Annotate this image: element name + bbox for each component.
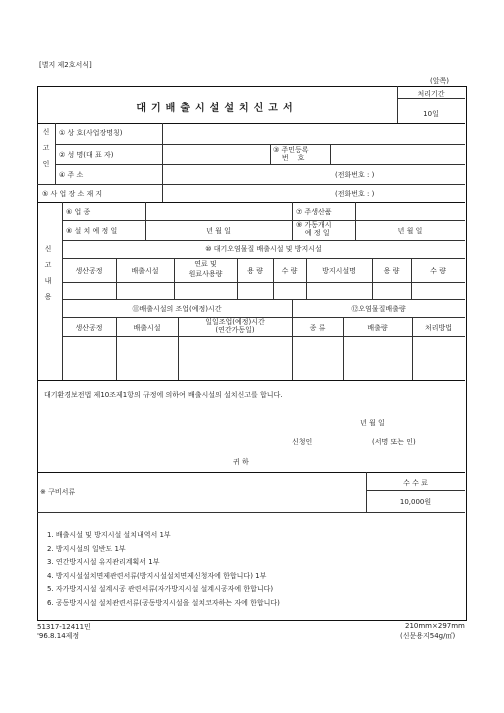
install-date-label: ⑧ 설 치 예 정 일 <box>66 227 118 235</box>
operation-col-facility: 배출시설 <box>133 324 161 332</box>
operation-col-process: 생산공정 <box>75 324 103 332</box>
emission-col-quantity: 수 량 <box>281 267 298 275</box>
fee-label: 수 수 료 <box>403 479 428 487</box>
emission-header: ⑩ 대기오염물질 배출시설 및 방지시설 <box>205 245 322 253</box>
pollutant-header: ⑫오염물질배출량 <box>351 305 406 313</box>
required-documents-list <box>47 530 280 611</box>
list-item: 2. 방지시설의 일반도 1부 <box>47 544 126 553</box>
name-label: ② 성 명(대 표 자) <box>59 151 114 159</box>
emission-col-fuel: 연료 및 원료사용량 <box>188 260 223 278</box>
site-address-label: ⑤ 사 업 장 소 재 지 <box>42 190 103 198</box>
product-label: ⑦ 주생산품 <box>296 208 332 216</box>
footer-code: 51317-12411민 <box>37 623 91 631</box>
form-title: 대기배출시설설치신고서 <box>136 103 298 114</box>
list-item: 3. 연간방지시설 유지관리계획서 1부 <box>47 558 160 566</box>
fee-value: 10,000원 <box>399 498 432 506</box>
emission-col-capacity-2: 용 량 <box>383 267 400 275</box>
processing-value: 10일 <box>423 110 439 118</box>
declaration-text: 대기환경보전법 제10조제1항의 규정에 의하여 배출시설의 설치신고를 합니다. <box>44 391 283 399</box>
phone-2: (전화번호 : ) <box>335 190 375 198</box>
business-label: ⑥ 업 종 <box>66 208 91 216</box>
address-label: ④ 주 소 <box>59 171 84 179</box>
pollutant-col-type: 종 류 <box>309 324 326 332</box>
emission-col-facility: 배출시설 <box>131 267 159 275</box>
form-id: [별지 제2호서식] <box>39 61 92 69</box>
reporter-label: 신청인 <box>292 438 313 446</box>
declaration-date: 년 월 일 <box>360 419 385 427</box>
list-item: 6. 공동방지시설 설치관련서류(공동방지시설을 설치코자하는 자에 한합니다) <box>47 598 280 607</box>
documents-label: ※ 구비서류 <box>40 488 76 496</box>
sign-label: (서명 또는 인) <box>372 438 416 446</box>
emission-col-process: 생산공정 <box>75 267 103 275</box>
page-side: (앞쪽) <box>430 77 449 85</box>
phone-1: (전화번호 : ) <box>335 171 375 179</box>
footer-size: 210mm×297mm <box>405 622 465 630</box>
list-item: 5. 자가방지시설 설계시공 관련서류(자가방지시설 설계시공자에 한합니다) <box>47 585 274 593</box>
operation-header: ⑪배출시설의 조업(예정)시간 <box>132 305 222 313</box>
pollutant-col-method: 처리방법 <box>424 324 453 332</box>
operation-col-hours: 일일조업(예정)시간 (연간가동일) <box>205 318 265 334</box>
install-date-value: 년 월 일 <box>206 227 231 235</box>
company-label: ① 상 호(사업장명칭) <box>59 129 123 137</box>
footer-paper: (신문용지54g/㎡) <box>400 632 456 640</box>
processing-label: 처리기간 <box>417 90 445 98</box>
pollutant-col-amount: 배출량 <box>367 324 388 332</box>
footer-revised: '96.8.14제정 <box>37 632 80 640</box>
resident-no-label: ③ 주민등록 번 호 <box>273 146 309 162</box>
report-side-label: 신고내용 <box>44 245 52 309</box>
emission-col-quantity-2: 수 량 <box>430 267 446 275</box>
emission-col-prevention: 방지시설명 <box>322 267 356 275</box>
operation-date-label: ⑨ 가동개시 예 정 일 <box>296 221 332 237</box>
addressee: 귀 하 <box>233 458 249 466</box>
list-item: 4. 방지시설설치면제관련서류(방지시설설치면제신청자에 한합니다) 1부 <box>47 571 267 580</box>
operation-date-value: 년 월 일 <box>397 227 423 235</box>
emission-col-capacity: 용 량 <box>247 267 263 275</box>
applicant-side-label: 신고인 <box>42 128 50 176</box>
list-item: 1. 배출시설 및 방지시설 설치내역서 1부 <box>47 531 171 539</box>
